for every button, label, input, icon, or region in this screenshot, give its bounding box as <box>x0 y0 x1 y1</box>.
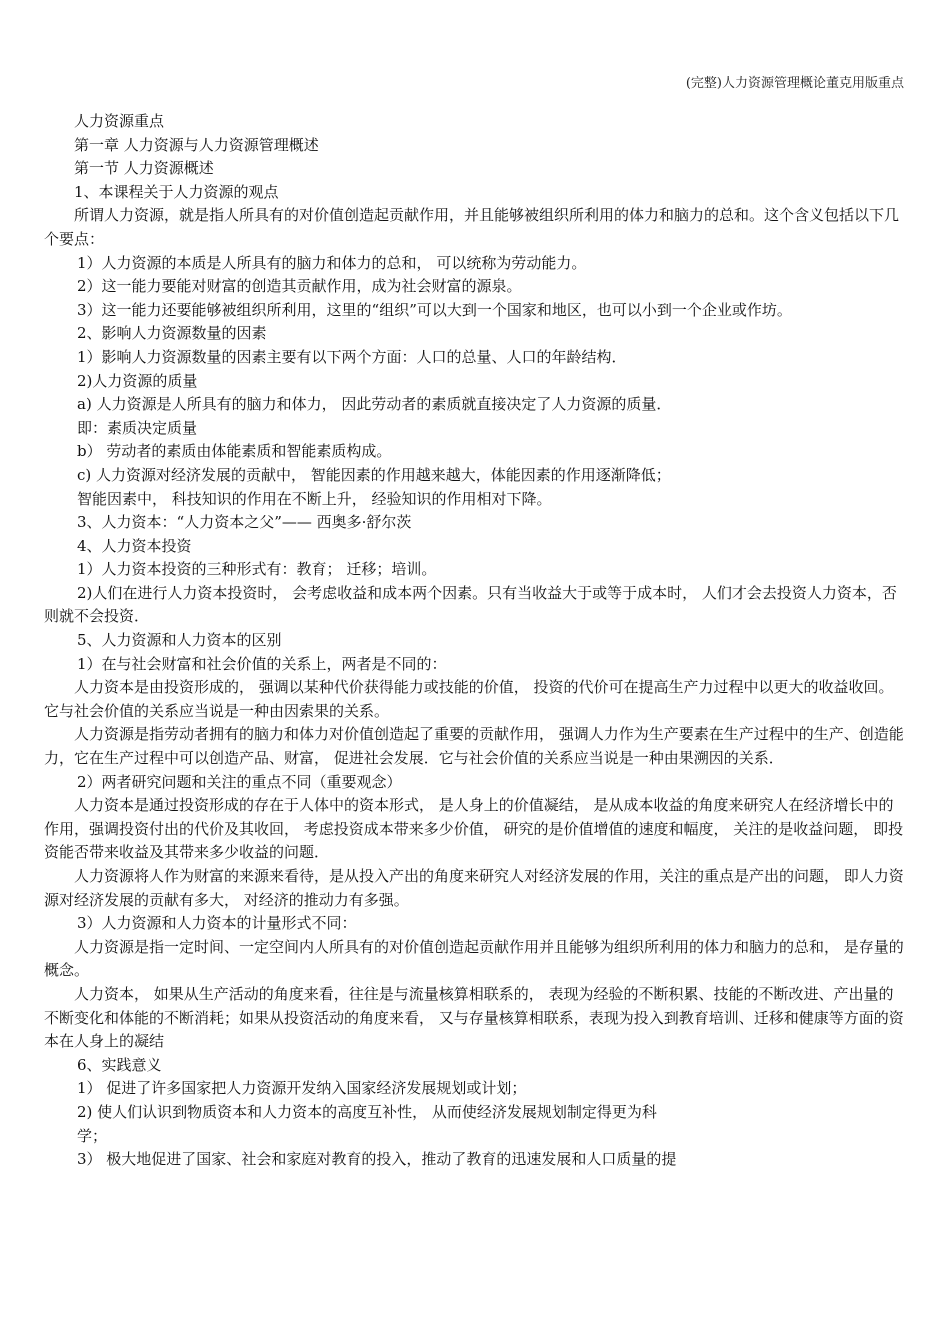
subheading: 6、实践意义 <box>77 1055 162 1074</box>
list-item: 3）这一能力还要能够被组织所利用，这里的“组织”可以大到一个国家和地区，也可以小到一个企业或作坊。 <box>77 300 792 319</box>
list-item: b） 劳动者的素质由体能素质和智能素质构成。 <box>77 442 392 461</box>
list-item: 2）两者研究问题和关注的重点不同（重要观念） <box>77 772 402 791</box>
paragraph: 人力资本， 如果从生产活动的角度来看，往往是与流量核算相联系的， 表现为经验的不断积累、技能的不断改进、产出量的不断变化和体能的不断消耗；如果从投资活动的角度来看， 又与存量核算相联系，表现为投入到教育培训、迁移和健康等方面的资本在人身上的凝结 <box>44 984 904 1051</box>
subheading: 4、人力资本投资 <box>77 536 192 555</box>
subheading: 2、影响人力资源数量的因素 <box>77 324 267 343</box>
chapter-heading: 第一章 人力资源与人力资源管理概述 <box>74 135 319 154</box>
running-header: (完整)人力资源管理概论董克用版重点 <box>685 76 904 91</box>
paragraph: 智能因素中， 科技知识的作用在不断上升， 经验知识的作用相对下降。 <box>77 489 552 508</box>
list-item: 3）人力资源和人力资本的计量形式不同： <box>77 914 357 933</box>
list-item: 2)人力资源的质量 <box>77 371 198 390</box>
list-item: 2) 使人们认识到物质资本和人力资本的高度互补性， 从而使经济发展规划制定得更为科 <box>77 1102 657 1121</box>
paragraph: 人力资源将人作为财富的来源来看待，是从投入产出的角度来研究人对经济发展的作用，关注的重点是产出的问题， 即人力资源对经济发展的贡献有多大， 对经济的推动力有多强。 <box>44 867 904 909</box>
subheading: 3、人力资本：“人力资本之父”—— 西奥多·舒尔茨 <box>77 513 412 532</box>
list-item: 1） 促进了许多国家把人力资源开发纳入国家经济发展规划或计划； <box>77 1079 527 1098</box>
document-body <box>44 110 906 1172</box>
list-item: 2）这一能力要能对财富的创造其贡献作用，成为社会财富的源泉。 <box>77 277 522 296</box>
list-item: 1）人力资本投资的三种形式有：教育； 迁移；培训。 <box>77 560 437 579</box>
paragraph: 人力资本是由投资形成的， 强调以某种代价获得能力或技能的价值， 投资的代价可在提高生产力过程中以更大的收益收回。它与社会价值的关系应当说是一种由因索果的关系。 <box>44 678 894 720</box>
list-item: 1）人力资源的本质是人所具有的脑力和体力的总和， 可以统称为劳动能力。 <box>77 253 587 272</box>
list-item: c) 人力资源对经济发展的贡献中， 智能因素的作用越来越大，体能因素的作用逐渐降低； <box>77 465 671 484</box>
list-item: 3） 极大地促进了国家、社会和家庭对教育的投入，推动了教育的迅速发展和人口质量的提 <box>77 1150 677 1169</box>
list-item: 1）在与社会财富和社会价值的关系上，两者是不同的： <box>77 654 447 673</box>
paragraph: 人力资源是指劳动者拥有的脑力和体力对价值创造起了重要的贡献作用， 强调人力作为生产要素在生产过程中的生产、创造能力，它在生产过程中可以创造产品、财富， 促进社会发展．它与社会价值的关系应当说是一种由果溯因的关系． <box>44 725 904 768</box>
section-heading: 第一节 人力资源概述 <box>74 159 214 178</box>
list-item: 1）影响人力资源数量的因素主要有以下两个方面：人口的总量、人口的年龄结构． <box>77 347 627 366</box>
paragraph: 人力资本是通过投资形成的存在于人体中的资本形式， 是人身上的价值凝结， 是从成本收益的角度来研究人在经济增长中的作用，强调投资付出的代价及其收回， 考虑投资成本带来多少价值， 研究的是价值增值的速度和幅度， 关注的是收益问题， 即投资能否带来收益及其带来多少收益的问题． <box>44 796 904 862</box>
subheading: 1、本课程关于人力资源的观点 <box>74 182 279 201</box>
subheading: 5、人力资源和人力资本的区别 <box>77 631 282 650</box>
list-item-continuation: 学； <box>77 1126 108 1145</box>
doc-title: 人力资源重点 <box>74 112 165 130</box>
list-item: a) 人力资源是人所具有的脑力和体力， 因此劳动者的素质就直接决定了人力资源的质量． <box>77 395 672 414</box>
list-item: 2)人们在进行人力资本投资时， 会考虑收益和成本两个因素。只有当收益大于或等于成本时， 人们才会去投资人力资本，否则就不会投资． <box>44 583 897 626</box>
paragraph: 人力资源是指一定时间、一定空间内人所具有的对价值创造起贡献作用并且能够为组织所利用的体力和脑力的总和， 是存量的概念。 <box>44 937 904 980</box>
paragraph: 所谓人力资源，就是指人所具有的对价值创造起贡献作用，并且能够被组织所利用的体力和脑力的总和。这个含义包括以下几个要点： <box>44 206 900 248</box>
paragraph: 即：素质决定质量 <box>77 418 198 437</box>
